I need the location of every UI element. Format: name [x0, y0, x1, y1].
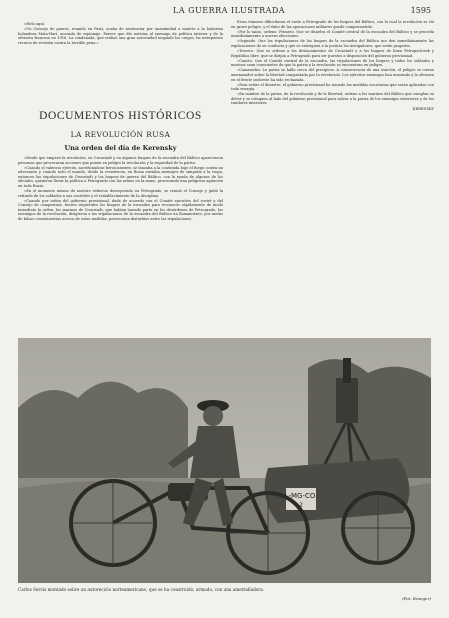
paragraph: »Cuando por orden del gobierno provisional, dada de acuerdo con el Comité ejecutivo del soviet y del Consejo de campesinos, fueron requeridos los buques de la escuadra para reconocer rápidamente de modo inmediato la orden, los marinos de Cronstadt, que habían tomado parte en los desórdenes de Petrogrado, los enemigos de la revolución, dirigieron a las tripulaciones de la escuadra del Báltico un llamamiento, por medio de falsos comentaristas acerca de estas medidas, provocaron disturbios entre las tripulaciones. [18, 198, 223, 221]
paragraph: »Un Consejo de guerra, reunido en París, acaba de sentenciar por unanimidad a muerte a la bailarina holandesa Mata-Hari, acusada de espionaje. Parece que dió noticias al enemigo de política interior y de la ofensiva francesa en 1916. La condenada, que realizó una gran sarcenidad negando los cargos, ha interpuesto recurso de revisión contra la terrible pena.» [18, 27, 223, 45]
paragraph: »En nombre de la patria, de la revolución y de la libertad, ordeno a los marinos del Báltico que cumplan su deber y se coloquen al lado del gobierno provisional para salvar a la patria de los enemigos exteriores y de los traidores interiores. [231, 92, 434, 106]
paragraph: »Camaradas: La patria se halla cerca del precipicio. A consecuencia de una traición, el peligro se cierne amenazador sobre la libertad conquistada por la revolución. Los ejércitos enemigos han avanzado y la ofensiva en el frente sudoeste ha sido rechazada. [231, 68, 434, 82]
paragraph: »Tercero. Que se ordene a los destacamentos de Cronstadt y a los buques de línea Petropavlovsk y República libre, que se dirijan a Petrogrado para ser puestos a disposición del gobierno provisional. [231, 49, 434, 58]
paragraph: »Por lo tanto, ordeno: Primero. Que se disuelva el Comité central de la escuadra del Báltico y se proceda inmediatamente a nuevas elecciones. [231, 29, 434, 39]
photo-caption: Carlos Servis montado sobre un autoreciclo norteamericano, que se ha construido, armado, con una ametralladora. [18, 587, 265, 592]
paragraph: »Segundo. Que las tripulaciones de los buques de la escuadra del Báltico me den inmediatamente las explicaciones de su conducta y que se entreguen a la justicia los instigadores, que serán juzgados. [231, 39, 434, 48]
paragraph: Estos temores dificultaron el envío a Petrogrado de los buques del Báltico, con lo cual la revolución se vió en grave peligro, y el éxito de las operaciones militares quedó comprometido. [231, 20, 434, 29]
plate-text: L-MG-CO. [284, 492, 318, 500]
article-right-column [231, 20, 434, 338]
section-title: DOCUMENTOS HISTÓRICOS [39, 110, 202, 122]
paragraph: »Cuando el valeroso ejército, sacrificándose heroicamente, se lanzaba a la contienda bajo el fuego contra un adversario y cuando todo el mundo, desde la resistencia, en Rusia enviaba mensajes de simpatía a la tropa, entonces las tripulaciones de Cronstadt y los buques de guerra del Báltico, con la ayuda de algunos de los oficiales, quisieron llevar la política a Petrogrado con las armas en la mano, provocando una peligrosa agitación en toda Rusia. [18, 165, 223, 188]
paragraph: «Desde que empezó la revolución, en Cronstadt y en algunos buques de la escuadra del Báltico aparecieron personas que provocaron acciones que ponen en peligro la revolución y la seguridad de la patria. [18, 156, 223, 165]
paragraph: «Helo aquí. [24, 22, 45, 26]
page-header [18, 6, 431, 20]
plate-number: 2 [299, 502, 303, 509]
paragraph: »Para evitar el desastre, el gobierno provisional ha tomado las medidas necesarias que serán aplicadas con toda energía. [231, 82, 434, 92]
intro-column [18, 22, 223, 108]
section-subtitle: LA REVOLUCIÓN RUSA [70, 130, 171, 139]
page-number: 1595 [410, 6, 431, 15]
paragraph: »Cuarto. Que el Comité central de la escuadra, las tripulaciones de los buques y todos los soldados y marinos sean conscientes de que la patria y la revolución se encuentran en peligro. [231, 58, 434, 68]
paragraph: »En el momento mismo de nuestro esfuerzo desesperado en Petrogrado, se reunió el Consejo y pidió la retirada de los soldados a sus cuarteles y el restablecimiento de la disciplina. [18, 189, 223, 198]
photo-credit: (Fot. Branger) [402, 596, 431, 601]
publication-title: LA GUERRA ILUSTRADA [173, 6, 286, 15]
photo-illustration [18, 338, 431, 583]
signature: KERENSKY [412, 106, 434, 111]
motorcycle-photo [18, 338, 431, 583]
article-left-column [18, 156, 223, 336]
article-heading: Una orden del día de Kerensky [64, 144, 177, 152]
